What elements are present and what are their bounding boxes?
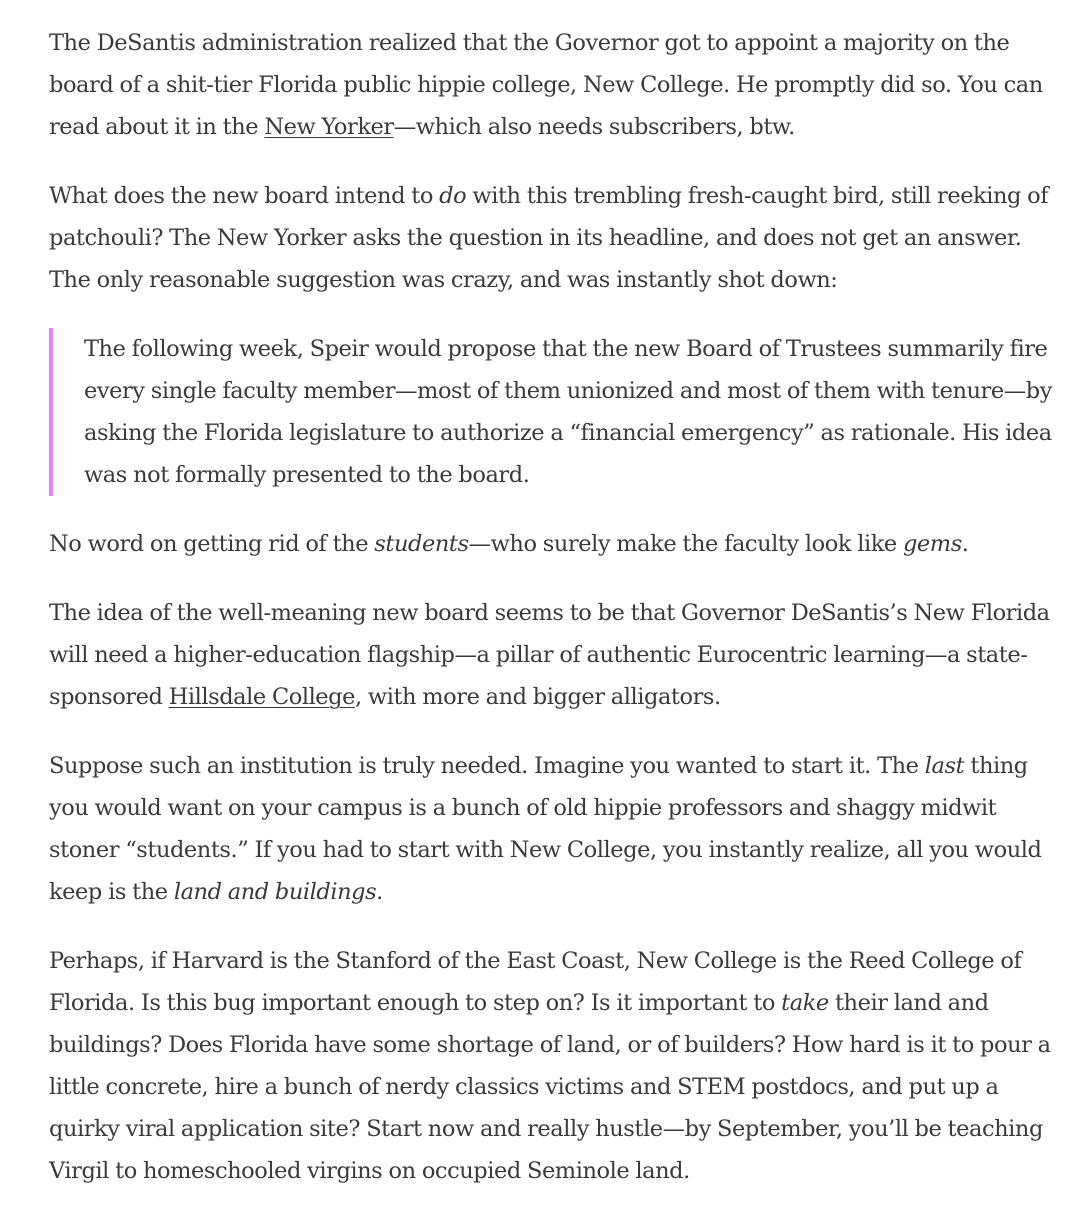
paragraph-5 <box>49 745 1059 913</box>
paragraph-6 <box>49 940 1059 1192</box>
paragraph-4-text-b: , with more and bigger alligators. <box>355 684 721 710</box>
article-body <box>49 22 1059 1219</box>
paragraph-3-text-c: . <box>961 531 969 557</box>
paragraph-3-text-b: —who surely make the faculty look like <box>468 531 903 557</box>
paragraph-1-text-a: The DeSantis administration realized that the Governor got to appoint a majority on the board of a shit-tier Florida public hippie college, New College. He promptly did so. You can read about it in the <box>49 30 1043 140</box>
paragraph-4-text-a: The idea of the well-meaning new board seems to be that Governor DeSantis’s New Florida will need a higher-education flagship—a pillar of authentic Eurocentric learning—a state-sponsored <box>49 600 1050 710</box>
paragraph-2-text-a: What does the new board intend to <box>49 183 440 209</box>
paragraph-6-text-a: Perhaps, if Harvard is the Stanford of the East Coast, New College is the Reed College of Florida. Is this bug important enough to step on? Is it important to <box>49 948 1022 1016</box>
paragraph-1-text-b: —which also needs subscribers, btw. <box>393 114 795 140</box>
paragraph-3 <box>49 523 1059 565</box>
hillsdale-college-link[interactable]: Hillsdale College <box>168 684 355 710</box>
blockquote-text: The following week, Speir would propose that the new Board of Trustees summarily fire every single faculty member—most of them unionized and most of them with tenure—by asking the Florida legislature to authorize a “financial emergency” as rationale. His idea was not formally presented to the board. <box>84 336 1052 488</box>
paragraph-3-text-a: No word on getting rid of the <box>49 531 375 557</box>
paragraph-5-text-b: thing you would want on your campus is a bunch of old hippie professors and shaggy midwit stoner “students.” If you had to start with New College, you instantly realize, all you would keep is the <box>49 753 1042 905</box>
paragraph-5-text-a: Suppose such an institution is truly needed. Imagine you wanted to start it. The <box>49 753 925 779</box>
paragraph-4 <box>49 592 1059 718</box>
paragraph-6-emphasis: take <box>781 990 829 1016</box>
paragraph-2-text-b: with this trembling fresh-caught bird, still reeking of patchouli? The New Yorker asks the question in its headline, and does not get an answer. The only reasonable suggestion was crazy, and was instantly shot down: <box>49 183 1049 293</box>
paragraph-3-emphasis-1: students <box>374 531 469 557</box>
paragraph-1 <box>49 22 1059 148</box>
paragraph-6-text-b: their land and buildings? Does Florida have some shortage of land, or of builders? How hard is it to pour a little concrete, hire a bunch of nerdy classics victims and STEM postdocs, and put up a quirky viral application site? Start now and really hustle—by September, you’ll be teaching Virgil to homeschooled virgins on occupied Seminole land. <box>49 990 1051 1184</box>
new-yorker-link[interactable]: New Yorker <box>264 114 394 140</box>
paragraph-2-emphasis: do <box>439 183 467 209</box>
paragraph-3-emphasis-2: gems <box>902 531 962 557</box>
paragraph-5-emphasis-1: last <box>924 753 965 779</box>
blockquote <box>49 328 1059 496</box>
paragraph-5-emphasis-2: land and buildings <box>173 879 377 905</box>
paragraph-5-text-c: . <box>376 879 383 905</box>
paragraph-2 <box>49 175 1059 301</box>
